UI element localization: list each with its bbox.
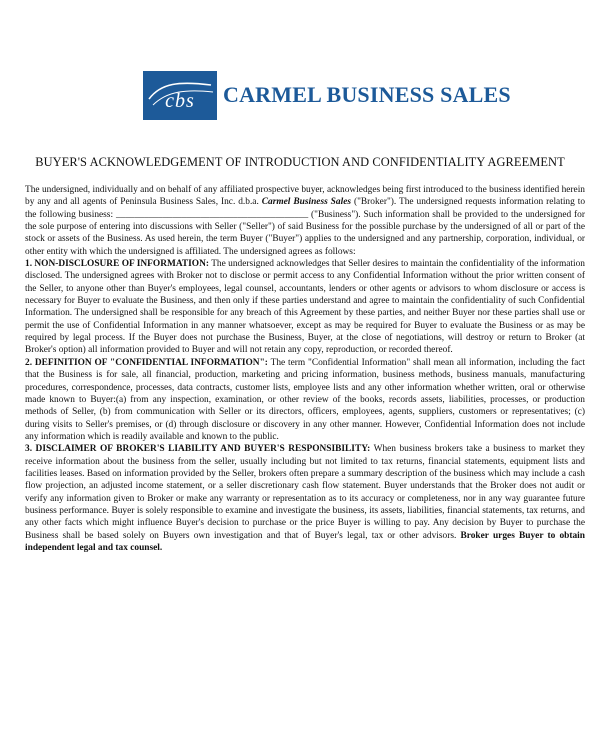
section-1 (25, 258, 585, 357)
section-2-heading: 2. DEFINITION OF "CONFIDENTIAL INFORMATION": (25, 357, 268, 368)
section-1-heading: 1. NON-DISCLOSURE OF INFORMATION: (25, 259, 209, 270)
section-3 (25, 443, 585, 554)
logo-mark-text: cbs (165, 89, 195, 112)
section-2 (25, 357, 585, 443)
intro-text-1: The undersigned, individually and on behalf of any affiliated prospective buyer, acknowledges being first introduced to the business identified herein by any and all agents of Peninsula Business Sales, Inc. d.b.a. (25, 185, 585, 208)
intro-text-2: ("Broker"). The undersigned requests information relating to the following business: _________________________________________ ("Business"). Such information shall be provided to the undersigned for the sole purpose of entering into discussions with Seller ("Seller") of said Business for the possible purchase by the undersigned of all or part of the stock or assets of the Business. As used herein, the term Buyer ("Buyer") applies to the undersigned and any partnership, corporation, individual, or other entity with which the undersigned is affiliated. The undersigned agrees as follows: (25, 197, 586, 257)
section-3-heading: 3. DISCLAIMER OF BROKER'S LIABILITY AND BUYER'S RESPONSIBILITY: (25, 444, 371, 455)
document-body (25, 184, 585, 554)
section-3-closing: Broker urges Buyer to obtain independent legal and tax counsel. (25, 530, 585, 553)
section-2-text: The term "Confidential Information" shall mean all information, including the fact that the Business is for sale, all financial, production, marketing and pricing information, business methods, business manuals, manufacturing procedures, correspondence, processes, data contracts, customer lists, employee lists and any other information whether written, oral or otherwise made known to Buyer:(a) from any inspection, examination, or other review of the books, records assets, liabilities, processes, or production methods of Seller, (b) from communication with Seller or its directors, officers, employees, agents, suppliers, customers or representatives; (c) during visits to Seller's premises, or (d) through disclosure or discovery in any other manner. However, Confidential Information does not include any information which is readily available and known to the public. (25, 357, 585, 442)
company-logo (143, 70, 511, 120)
brand-name: CARMEL BUSINESS SALES (223, 82, 511, 107)
section-3-text: When business brokers take a business to market they receive information about the business from the seller, usually including but not limited to tax returns, financial statements, equipment lists and facilities leases. Based on information provided by the Seller, brokers often prepare a summary description of the business which may include a cash flow projection, an adjusted income statement, or a seller discretionary cash flow statement. Buyer understands that the Broker does not audit or verify any information given to Broker or make any warranty or representation as to its accuracy or completeness, nor in any way guarantee future business performance. Buyer is solely responsible to examine and investigate the business, its assets, liabilities, financial statements, tax returns, and any other facts which might influence Buyer's decision to purchase or the price Buyer is willing to pay. Any decision by Buyer to purchase the Business shall be based solely on Buyers own investigation and that of Buyer's legal, tax or other advisors. (25, 444, 585, 541)
document-title: BUYER'S ACKNOWLEDGEMENT OF INTRODUCTION AND CONFIDENTIALITY AGREEMENT (35, 155, 565, 169)
business-name: Carmel Business Sales (261, 197, 352, 208)
intro-paragraph (25, 184, 585, 258)
section-1-text: The undersigned acknowledges that Seller desires to maintain the confidentiality of the information disclosed. The undersigned agrees with Broker not to disclose or permit access to any Confidential Information without the prior written consent of the Seller, to anyone other than Buyer's employees, legal counsel, accountants, lenders or other agents or advisors to whom disclosure or access is necessary for Buyer to evaluate the Business, and then only if these parties understand and agree to maintain the confidentiality of such Confidential Information. The undersigned shall be responsible for any breach of this Agreement by these parties, and neither Buyer nor these parties shall use or permit the use of Confidential Information in any manner whatsoever, except as may be required for Buyer to evaluate the Business or as may be required by legal process. If the Buyer does not purchase the Business, Buyer, at the close of negotiations, will destroy or return to Broker (at Broker's option) all information provided to Buyer and will not retain any copy, reproduction, or recorded thereof. (25, 259, 585, 356)
logo-mark (143, 71, 217, 120)
